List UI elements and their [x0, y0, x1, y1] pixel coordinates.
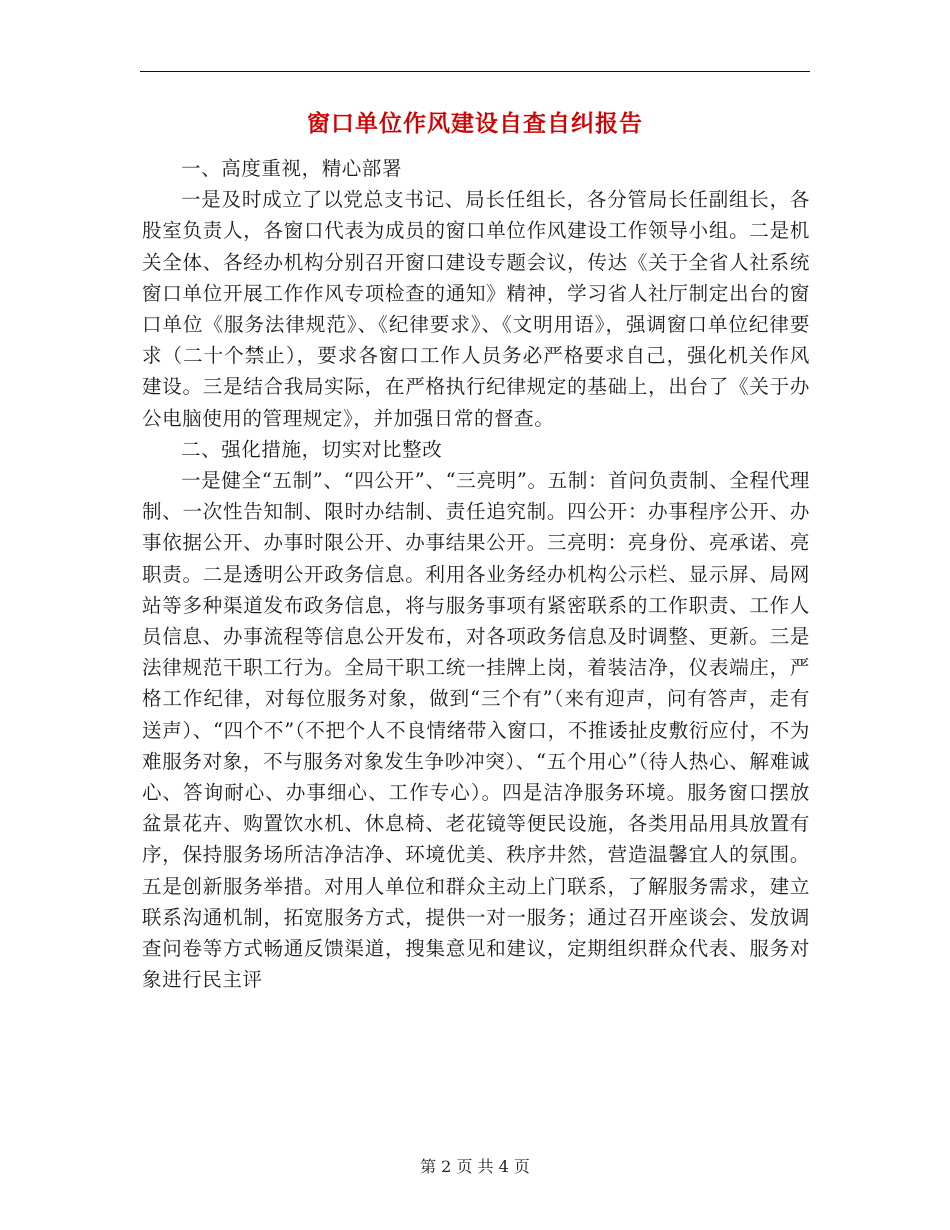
body-paragraph-2: 一是健全“五制”、“四公开”、“三亮明”。五制：首问负责制、全程代理制、一次性告知制、限时办结制、责任追究制。四公开：办事程序公开、办事依据公开、办事时限公开、办事结果公开。三亮明：亮身份、亮承诺、亮职责。二是透明公开政务信息。利用各业务经办机构公示栏、显示屏、局网站等多种渠道发布政务信息，将与服务事项有紧密联系的工作职责、工作人员信息、办事流程等信息公开发布，对各项政务信息及时调整、更新。三是法律规范干职工行为。全局干职工统一挂牌上岗，着装洁净，仪表端庄，严格工作纪律，对每位服务对象，做到“三个有”（来有迎声，问有答声，走有送声）、“四个不”（不把个人不良情绪带入窗口，不推诿扯皮敷衍应付，不为难服务对象，不与服务对象发生争吵冲突）、“五个用心”（待人热心、解难诚心、答询耐心、办事细心、工作专心）。四是洁净服务环境。服务窗口摆放盆景花卉、购置饮水机、休息椅、老花镜等便民设施，各类用品用具放置有序，保持服务场所洁净洁净、环境优美、秩序井然，营造温馨宜人的氛围。五是创新服务举措。对用人单位和群众主动上门联系，了解服务需求，建立联系沟通机制，拓宽服务方式，提供一对一服务；通过召开座谈会、发放调查问卷等方式畅通反馈渠道，搜集意见和建议，定期组织群众代表、服务对象进行民主评 — [142, 469, 810, 992]
section-heading-2: 二、强化措施，切实对比整改 — [181, 437, 443, 461]
document-title: 窗口单位作风建设自查自纠报告 — [307, 110, 643, 137]
document-body — [142, 153, 810, 995]
section-heading-1: 一、高度重视，精心部署 — [181, 157, 403, 180]
header-rule — [140, 71, 810, 72]
page-number-footer: 第 2 页 共 4 页 — [420, 1157, 530, 1176]
body-paragraph-1: 一是及时成立了以党总支书记、局长任组长，各分管局长任副组长，各股室负责人，各窗口代表为成员的窗口单位作风建设工作领导小组。二是机关全体、各经办机构分别召开窗口建设专题会议，传达《关于全省人社系统窗口单位开展工作作风专项检查的通知》精神，学习省人社厅制定出台的窗口单位《服务法律规范》、《纪律要求》、《文明用语》，强调窗口单位纪律要求（二十个禁止），要求各窗口工作人员务必严格要求自己，强化机关作风建设。三是结合我局实际，在严格执行纪律规定的基础上，出台了《关于办公电脑使用的管理规定》，并加强日常的督查。 — [142, 188, 810, 430]
